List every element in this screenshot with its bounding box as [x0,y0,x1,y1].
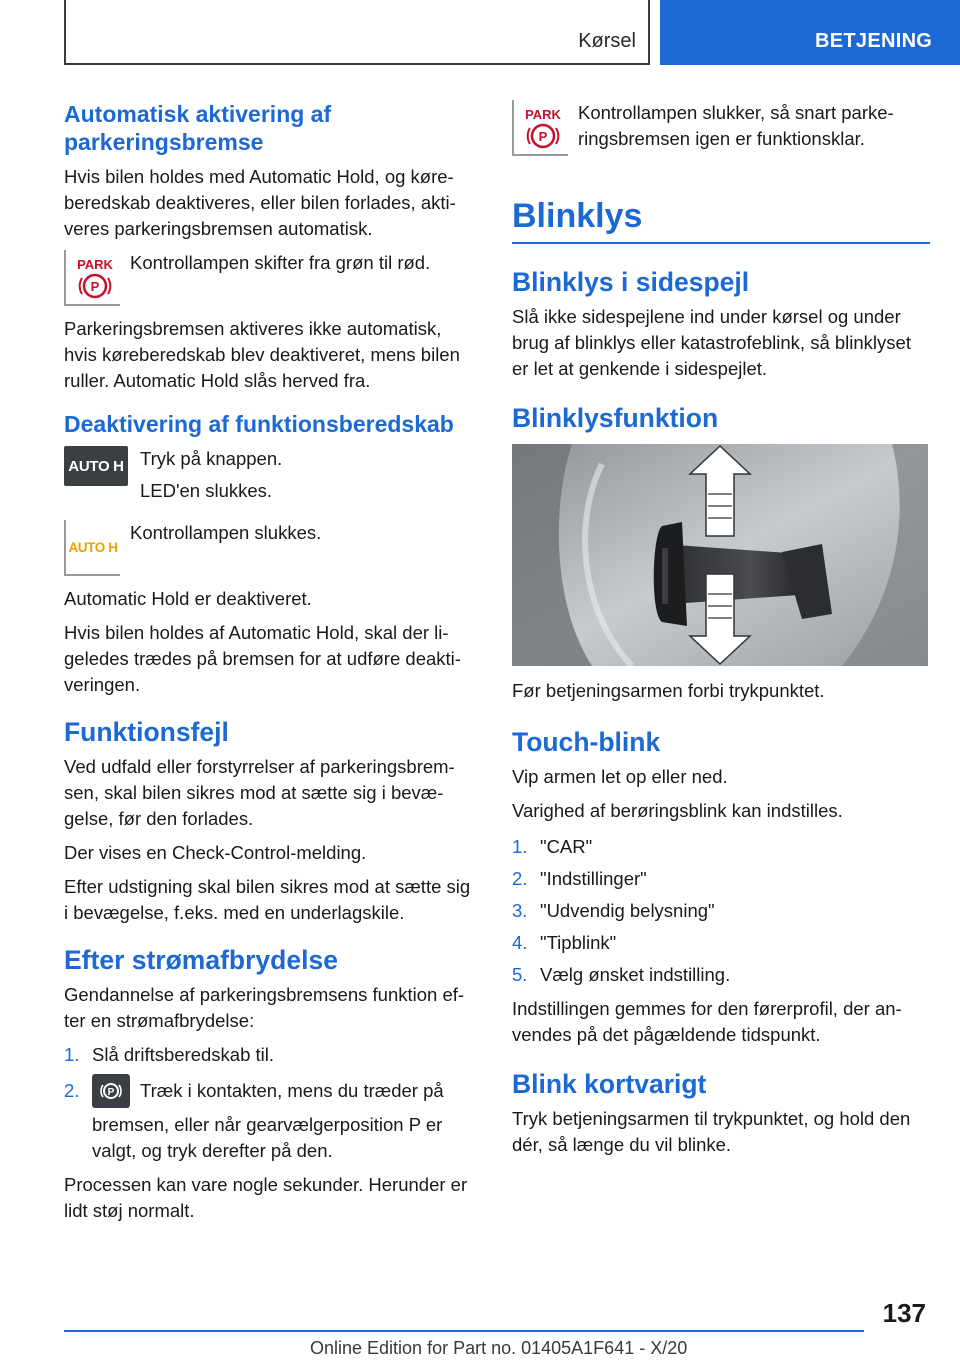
paragraph-park-not-auto: Parkeringsbremsen aktiveres ikke automatisk, hvis køreberedskab blev deaktiveret, mens bilen ruller. Automatic Hold slås herved fra. [64,318,460,391]
paragraph-touch-1: Vip armen let op eller ned. [512,766,728,787]
footer-divider [64,1330,864,1332]
list-item: 3. "Udvendig belysning" [512,900,715,921]
list-item: 2. P Træk i kontakten, mens du træder på bremsen, eller når gearvælgerposition P er valgt, og tryk derefter på den. [64,1078,478,1164]
touch-blink-steps [512,834,930,988]
paragraph-auto-activation: Hvis bilen holdes med Automatic Hold, og køre-beredskab deaktiveres, eller bilen forlades, akti-veres parkeringsbremsen automatisk. [64,166,456,239]
paragraph-saved: Indstillingen gemmes for den førerprofil, der an-vendes på det pågældende tidspunkt. [512,998,902,1045]
paragraph-deactivated: Automatic Hold er deaktiveret. [64,588,312,609]
footer-edition: Online Edition for Part no. 01405A1F641 - X/20 [310,1338,688,1358]
power-failure-steps [64,1042,478,1164]
heading-turn-function: Blinklysfunktion [512,403,719,433]
heading-auto-activation: Automatisk aktivering af parkeringsbremse [64,101,332,155]
list-item: 2. "Indstillinger" [512,868,647,889]
autoh-button-icon: AUTO H [64,446,128,486]
paragraph-fault-3: Efter udstigning skal bilen sikres mod at sætte sig i bevægelse, f.eks. med en underlagskile. [64,876,471,923]
park-icon-label: PARK [525,107,561,122]
page-number: 137 [882,1298,926,1328]
paragraph-power-failure: Gendannelse af parkeringsbremsens funktion ef-ter en strømafbrydelse: [64,984,465,1031]
turn-signal-stalk-figure [512,444,928,666]
parking-brake-switch-icon [92,1074,130,1108]
list-item: 1. Slå driftsberedskab til. [64,1044,275,1065]
list-item: 5. Vælg ønsket indstilling. [512,964,731,985]
park-warning-icon [512,100,568,156]
paragraph-touch-2: Varighed af berøringsblink kan indstilles. [512,800,843,821]
right-column [512,100,930,1166]
header-chapter: Kørsel [578,30,636,52]
heading-deactivation: Deaktivering af funktionsberedskab [64,411,454,437]
autoh-lamp-icon: AUTO H [64,520,120,576]
autoh-lamp-row [64,520,478,576]
paragraph-side-mirror: Slå ikke sidespejlene ind under kørsel og under brug af blinklys eller katastrofeblink, så blinklyset er let at genkende i sidespejlet. [512,306,911,379]
led-off-text: LED'en slukkes. [140,480,273,501]
list-item: 1. "CAR" [512,836,593,857]
heading-touch-blink: Touch-blink [512,727,661,757]
park-lamp-row [64,250,478,306]
park-icon-label: PARK [77,257,113,272]
paragraph-fault-1: Ved udfald eller forstyrrelser af parkeringsbrem-sen, skal bilen sikres mod at sætte sig i bevæ-gelse, før den forlades. [64,756,455,829]
figure-caption: Før betjeningsarmen forbi trykpunktet. [512,680,825,701]
svg-text:P: P [90,279,100,294]
svg-text:P: P [538,129,548,144]
lamp-off-text: Kontrollampen slukkes. [130,522,322,543]
park-lamp-off-row [512,100,930,158]
header-section: BETJENING [815,30,933,52]
header-section-tab [660,0,960,65]
left-column [64,100,478,1232]
paragraph-hold-brake: Hvis bilen holdes af Automatic Hold, skal der li-geledes trædes på bremsen for at udføre deakti-veringen. [64,622,461,695]
paragraph-process: Processen kan vare nogle sekunder. Herunder er lidt støj normalt. [64,1174,468,1221]
autoh-button-row [64,446,478,510]
press-button-text: Tryk på knappen. [140,448,283,469]
paragraph-short-blink: Tryk betjeningsarmen til trykpunktet, og hold den dér, så længe du vil blinke. [512,1108,911,1155]
park-lamp-off-text: Kontrollampen slukker, så snart parke-ringsbremsen igen er funktionsklar. [578,102,894,149]
page-header [0,0,960,66]
list-item: 4. "Tipblink" [512,932,617,953]
park-lamp-text: Kontrollampen skifter fra grøn til rød. [130,252,431,273]
heading-power-failure: Efter strømafbrydelse [64,945,338,975]
paragraph-fault-2: Der vises en Check-Control-melding. [64,842,367,863]
heading-fault: Funktionsfejl [64,717,229,747]
svg-text:P: P [107,1087,115,1098]
park-warning-icon [64,250,120,306]
heading-short-blink: Blink kortvarigt [512,1069,707,1099]
header-chapter-box [64,0,650,65]
heading-turn-signals: Blinklys [512,196,930,244]
heading-side-mirror: Blinklys i sidespejl [512,267,750,297]
